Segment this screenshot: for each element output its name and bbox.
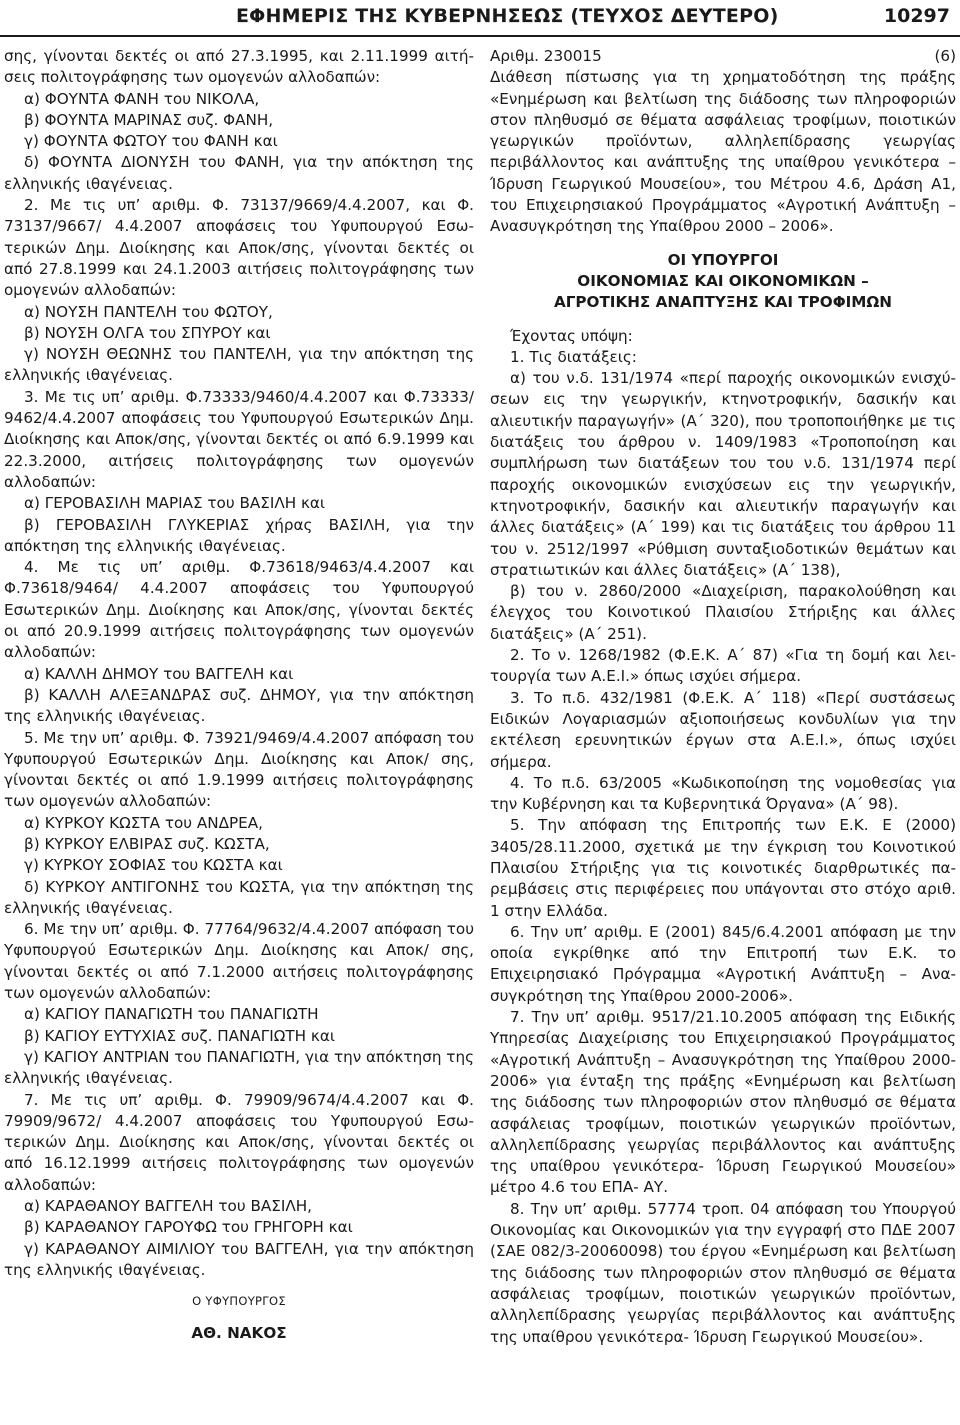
list-item: β) ΚΑΓΙΟΥ ΕΥΤΥΧΙΑΣ συζ. ΠΑΝΑΓΙΩΤΗ και [24, 1026, 335, 1045]
list-item: γ) ΝΟΥΣΗ ΘΕΩΝΗΣ του ΠΑΝΤΕΛΗ, για την απόκτηση της ελληνικής ιθαγένειας. [4, 345, 474, 385]
list-item: α) ΦΟΥΝΤΑ ΦΑΝΗ του ΝΙΚΟΛΑ, [24, 89, 260, 108]
page-number: 10297 [883, 5, 950, 27]
list-item: β) ΝΟΥΣΗ ΟΛΓΑ του ΣΠΥΡΟΥ και [24, 323, 271, 342]
paragraph: 7. Με τις υπ’ αριθμ. Φ. 79909/9674/4.4.2007 και Φ. 79909/9672/ 4.4.2007 αποφάσεις του Υφυπουργού Εσωτερικών Δημ. Διοίκησης και Αποκ/σης, γίνονται δεκτές οι από 16.12.1999 αιτήσεις πολιτογράφησης των ομογενών αλλοδαπών: [4, 1090, 474, 1194]
list-item: β) ΚΥΡΚΟΥ ΕΛΒΙΡΑΣ συζ. ΚΩΣΤΑ, [24, 834, 270, 853]
paragraph: 4. Το π.δ. 63/2005 «Κωδικοποίηση της νομοθεσίας για την Κυβέρνηση και τα Κυβερνητικά Όργανα» (Α΄ 98). [490, 773, 956, 814]
paragraph: σης, γίνονται δεκτές οι από 27.3.1995, και 2.11.1999 αιτήσεις πολιτογράφησης των ομογενών αλλοδαπών: [4, 47, 474, 87]
paragraph: 5. Με την υπ’ αριθμ. Φ. 73921/9469/4.4.2007 απόφαση του Υφυπουργού Εσωτερικών Δημ. Διοίκησης και Αποκ/ σης, γίνονται δεκτές οι από 1.9.1999 αιτήσεις πολιτογράφησης των ομογενών αλλοδαπών: [4, 728, 474, 811]
paragraph: 2. Το ν. 1268/1982 (Φ.Ε.Κ. Α΄ 87) «Για τη δομή και λειτουργία των Α.Ε.Ι.» όπως ισχύει σήμερα. [490, 646, 956, 686]
ministers-heading-line-2: ΟΙΚΟΝΟΜΙΑΣ ΚΑΙ ΟΙΚΟΝΟΜΙΚΩΝ – [577, 271, 869, 290]
decision-number-line [490, 46, 956, 67]
paragraph: α) του ν.δ. 131/1974 «περί παροχής οικονομικών ενισχύσεων εις την γεωργικήν, κτηνοτροφικήν, δασικήν και αλιευτικήν παραγωγήν» (Α΄ 320), που τροποποιήθηκε με τις διατάξεις του άρθρου ν. 1409/1983 «Τροποποίηση και συμπλήρωση των διατάξεων του του ν.δ. 131/1974 περί παροχής οικονομικών ενισχύσεων εις την γεωργικήν, κτηνοτροφικήν, δασικήν και αλιευτικήν παραγωγήν και άλλες διατάξεις» (Α΄ 199) και τις διατάξεις του άρθρου 11 του ν. 2512/1997 «Ρύθμιση συνταξιοδοτικών θεμάτων και στρατιωτικών και άλλες διατάξεις» (Α΄ 138), [490, 369, 956, 579]
list-item: γ) ΦΟΥΝΤΑ ΦΩΤΟΥ του ΦΑΝΗ και [24, 132, 278, 151]
list-item: α) ΝΟΥΣΗ ΠΑΝΤΕΛΗ του ΦΩΤΟΥ, [24, 302, 273, 321]
paragraph: 4. Με τις υπ’ αριθμ. Φ.73618/9463/4.4.2007 και Φ.73618/9464/ 4.4.2007 αποφάσεις του Υφυπουργού Εσωτερικών Δημ. Διοίκησης και Αποκ/σης, γίνονται δεκτές οι από 20.9.1999 αιτήσεις πολιτογράφησης των ομογενών αλλοδαπών: [4, 558, 474, 662]
list-item: α) ΚΑΡΑΘΑΝΟΥ ΒΑΓΓΕΛΗ του ΒΑΣΙΛΗ, [24, 1197, 312, 1216]
decision-title: Διάθεση πίστωσης για τη χρηματοδότηση της πράξης «Ενημέρωση και βελτίωση της διάδοσης των πληροφοριών στον πληθυσμό σε θέματα ασφάλειας τροφίμων, ποιοτικών γεωργικών προϊόντων, αλληλεπίδρασης γεωργίας περιβάλλοντος και ανάπτυξης της υπαίθρου γενικότερα – Ίδρυση Γεωργικού Μουσείου», του Μέτρου 4.6, Δράση Α1, του Επιχειρησιακού Προγράμματος «Αγροτική Ανάπτυξη – Ανασυγκρότηση της Υπαίθρου 2000 – 2006». [490, 68, 956, 236]
paragraph: 8. Την υπ’ αριθμ. 57774 τροπ. 04 απόφαση του Υπουργού Οικονομίας και Οικονομικών για την εγγραφή στο ΠΔΕ 2007 (ΣΑΕ 082/3-20060098) του έργου «Ενημέρωση και βελτίωση της διάδοσης των πληροφοριών στον πληθυσμό σε θέματα ασφάλειας τροφίμων, ποιοτικών γεωργικών προϊόντων, αλληλεπίδρασης γεωργίας περιβάλλοντος και ανάπτυξης της υπαίθρου γενικότερα- Ίδρυση Γεωργικού Μουσείου». [490, 1199, 956, 1346]
list-item: γ) ΚΥΡΚΟΥ ΣΟΦΙΑΣ του ΚΩΣΤΑ και [24, 856, 283, 875]
paragraph: 6. Με την υπ’ αριθμ. Φ. 77764/9632/4.4.2007 απόφαση του Υφυπουργού Εσωτερικών Δημ. Διοίκησης και Αποκ/ σης, γίνονται δεκτές οι από 7.1.2000 αιτήσεις πολιτογράφησης των ομογενών αλλοδαπών: [4, 920, 474, 1003]
left-column [4, 46, 474, 1344]
paragraph: 3. Με τις υπ’ αριθμ. Φ.73333/9460/4.4.2007 και Φ.73333/ 9462/4.4.2007 αποφάσεις του Υφυπουργού Εσωτερικών Δημ. Διοίκησης και Αποκ/σης, γίνονται δεκτές οι από 6.9.1999 και 22.3.2000, αιτήσεις πολιτογράφησης των ομογενών αλλοδαπών: [4, 387, 474, 491]
list-item: α) ΚΑΓΙΟΥ ΠΑΝΑΓΙΩΤΗ του ΠΑΝΑΓΙΩΤΗ [24, 1005, 319, 1024]
paragraph: 5. Την απόφαση της Επιτροπής των Ε.Κ. Ε (2000) 3405/28.11.2000, σχετικά με την έγκριση του Κοινοτικού Πλαισίου Στήριξης για τις κοινοτικές διαρθρωτικές παρεμβάσεις στις περιφέρειες που υπάγονται στο στόχο αριθ. 1 στην Ελλάδα. [490, 816, 956, 920]
header-rule [0, 35, 960, 37]
page-header [0, 0, 960, 36]
paragraph: 1. Τις διατάξεις: [510, 347, 637, 366]
paragraph: Έχοντας υπόψη: [510, 326, 633, 345]
list-item: γ) ΚΑΓΙΟΥ ΑΝΤΡΙΑΝ του ΠΑΝΑΓΙΩΤΗ, για την απόκτηση της ελληνικής ιθαγένειας. [4, 1047, 474, 1088]
list-item: β) ΦΟΥΝΤΑ ΜΑΡΙΝΑΣ συζ. ΦΑΝΗ, [24, 110, 274, 129]
gazette-title: ΕΦΗΜΕΡΙΣ ΤΗΣ ΚΥΒΕΡΝΗΣΕΩΣ (ΤΕΥΧΟΣ ΔΕΥΤΕΡΟ) [236, 5, 779, 27]
list-item: δ) ΦΟΥΝΤΑ ΔΙΟΝΥΣΗ του ΦΑΝΗ, για την απόκτηση της ελληνικής ιθαγένειας. [4, 153, 474, 193]
list-item: β) ΚΑΡΑΘΑΝΟΥ ΓΑΡΟΥΦΩ του ΓΡΗΓΟΡΗ και [24, 1218, 353, 1237]
list-item: β) ΓΕΡΟΒΑΣΙΛΗ ΓΛΥΚΕΡΙΑΣ χήρας ΒΑΣΙΛΗ, για την απόκτηση της ελληνικής ιθαγένειας. [4, 515, 474, 555]
list-item: α) ΚΑΛΛΗ ΔΗΜΟΥ του ΒΑΓΓΕΛΗ και [24, 664, 294, 683]
ministers-heading-line-3: ΑΓΡΟΤΙΚΗΣ ΑΝΑΠΤΥΞΗΣ ΚΑΙ ΤΡΟΦΙΜΩΝ [553, 293, 893, 312]
right-column [490, 46, 956, 1348]
decision-marker: (6) [934, 47, 956, 65]
signature-name: ΑΘ. ΝΑΚΟΣ [191, 1323, 287, 1342]
signature-title: Ο ΥΦΥΠΟΥΡΓΟΣ [192, 1294, 286, 1309]
decision-number: Αριθμ. 230015 [490, 47, 602, 65]
paragraph: 7. Την υπ’ αριθμ. 9517/21.10.2005 απόφαση της Ειδικής Υπηρεσίας Διαχείρισης του Επιχειρησιακού Προγράμματος «Αγροτική Ανάπτυξη – Ανασυγκρότηση της Υπαίθρου 2000-2006» για ένταξη της πράξης «Ενημέρωση και βελτίωση της διάδοσης των πληροφοριών στον πληθυσμό σε θέματα ασφάλειας τροφίμων, ποιοτικών γεωργικών προϊόντων, αλληλεπίδρασης γεωργίας περιβάλλοντος και ανάπτυξης της υπαίθρου γενικότερα- Ίδρυση Γεωργικού Μουσείου» μέτρο 4.6 του ΕΠΑ- ΑΥ. [490, 1008, 956, 1197]
list-item: α) ΚΥΡΚΟΥ ΚΩΣΤΑ του ΑΝΔΡΕΑ, [24, 813, 263, 832]
paragraph: 3. Το π.δ. 432/1981 (Φ.Ε.Κ. Α΄ 118) «Περί συστάσεως Ειδικών Λογαριασμών αξιοποιήσεως κονδυλίων για την εκτέλεση ερευνητικών έργων στα Α.Ε.Ι.», όπως ισχύει σήμερα. [490, 688, 956, 771]
ministers-heading-line-1: ΟΙ ΥΠΟΥΡΓΟΙ [667, 250, 779, 269]
paragraph: 2. Με τις υπ’ αριθμ. Φ. 73137/9669/4.4.2007, και Φ. 73137/9667/ 4.4.2007 αποφάσεις του Υφυπουργού Εσωτερικών Δημ. Διοίκησης και Αποκ/σης, γίνονται δεκτές οι από 27.8.1999 και 24.1.2003 αιτήσεις πολιτογράφησης των ομογενών αλλοδαπών: [4, 196, 474, 300]
paragraph: β) του ν. 2860/2000 «Διαχείριση, παρακολούθηση και έλεγχος του Κοινοτικού Πλαισίου Στήριξης και άλλες διατάξεις» (Α΄ 251). [490, 582, 956, 643]
list-item: γ) ΚΑΡΑΘΑΝΟΥ ΑΙΜΙΛΙΟΥ του ΒΑΓΓΕΛΗ, για την απόκτηση της ελληνικής ιθαγένειας. [4, 1239, 474, 1279]
list-item: α) ΓΕΡΟΒΑΣΙΛΗ ΜΑΡΙΑΣ του ΒΑΣΙΛΗ και [24, 494, 326, 513]
list-item: δ) ΚΥΡΚΟΥ ΑΝΤΙΓΟΝΗΣ του ΚΩΣΤΑ, για την απόκτηση της ελληνικής ιθαγένειας. [4, 877, 474, 917]
list-item: β) ΚΑΛΛΗ ΑΛΕΞΑΝΔΡΑΣ συζ. ΔΗΜΟΥ, για την απόκτηση της ελληνικής ιθαγένειας. [4, 685, 474, 726]
paragraph: 6. Την υπ’ αριθμ. Ε (2001) 845/6.4.2001 απόφαση με την οποία εγκρίθηκε από την Επιτροπή των Ε.Κ. το Επιχειρησιακό Πρόγραμμα «Αγροτική Ανάπτυξη – Ανασυγκρότηση της Υπαίθρου 2000-2006». [490, 922, 956, 1005]
